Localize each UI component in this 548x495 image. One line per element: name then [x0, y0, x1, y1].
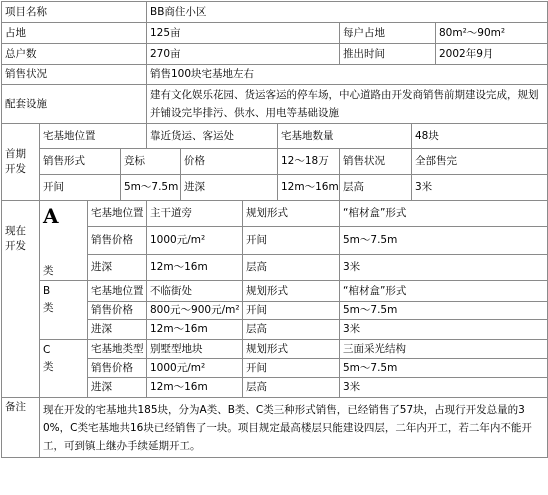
first-phase-row-3: [2, 175, 548, 201]
group-a-bay-value: 5m～7.5m: [340, 227, 548, 255]
group-a-plan-value: “棺材盒”形式: [340, 201, 548, 227]
group-c-label: [40, 340, 88, 398]
per-household-area-label: 每户占地: [340, 23, 436, 44]
group-b-suffix: 类: [43, 302, 54, 314]
group-a-plan-label: 规划形式: [243, 201, 340, 227]
group-a-floor-height-value: 3米: [340, 255, 548, 281]
group-a-letter: A: [43, 204, 59, 228]
facilities-value: 建有文化娱乐花园、货运客运的停车场，中心道路由开发商销售前期建设完成，规划并铺设完毕排污、供水、用电等基础设施: [147, 85, 548, 124]
group-b-label: [40, 281, 88, 340]
first-phase-row-2: [2, 149, 548, 175]
group-b-plan-value: “棺材盒”形式: [340, 281, 548, 302]
first-phase-floor-height-value: 3米: [412, 175, 548, 201]
first-phase-row-1: [2, 124, 548, 149]
group-c-price-value: 1000元/m²: [147, 359, 243, 378]
group-c-suffix: 类: [43, 361, 54, 373]
launch-time-value: 2002年9月: [436, 44, 548, 65]
group-c-bay-value: 5m～7.5m: [340, 359, 548, 378]
group-b-bay-value: 5m～7.5m: [340, 302, 548, 320]
first-phase-bay-label: 开间: [40, 175, 121, 201]
sales-status-value: 销售100块宅基地左右: [147, 65, 548, 85]
group-a-price-label: 销售价格: [88, 227, 147, 255]
land-area-label: 占地: [2, 23, 147, 44]
land-area-value: 125亩: [147, 23, 340, 44]
group-b-bay-label: 开间: [243, 302, 340, 320]
group-a-floor-height-label: 层高: [243, 255, 340, 281]
group-c-type-label: 宅基地类型: [88, 340, 147, 359]
group-a-location-value: 主干道旁: [147, 201, 243, 227]
sales-status-row: [2, 65, 548, 85]
group-a-row-1: [2, 201, 548, 227]
first-phase-count-label: 宅基地数量: [278, 124, 412, 149]
group-b-floor-height-label: 层高: [243, 320, 340, 340]
group-b-depth-value: 12m～16m: [147, 320, 243, 340]
group-c-row-1: [2, 340, 548, 359]
first-phase-depth-label: 进深: [181, 175, 278, 201]
remarks-row: [2, 398, 548, 458]
group-c-floor-height-label: 层高: [243, 378, 340, 398]
group-a-bay-label: 开间: [243, 227, 340, 255]
facilities-row: [2, 85, 548, 124]
group-b-floor-height-value: 3米: [340, 320, 548, 340]
first-phase-floor-height-label: 层高: [340, 175, 412, 201]
group-c-floor-height-value: 3米: [340, 378, 548, 398]
project-name-value: BB商住小区: [147, 2, 548, 23]
sales-status-label: 销售状况: [2, 65, 147, 85]
current-phase-label: 现在开发: [2, 201, 40, 398]
group-c-plan-label: 规划形式: [243, 340, 340, 359]
first-phase-depth-value: 12m～16m: [278, 175, 340, 201]
group-b-row-1: [2, 281, 548, 302]
group-c-bay-label: 开间: [243, 359, 340, 378]
households-label: 总户数: [2, 44, 147, 65]
first-phase-status-label: 销售状况: [340, 149, 412, 175]
group-b-depth-label: 进深: [88, 320, 147, 340]
group-a-price-value: 1000元/m²: [147, 227, 243, 255]
households-row: [2, 44, 548, 65]
project-name-row: [2, 2, 548, 23]
first-phase-price-label: 价格: [181, 149, 278, 175]
first-phase-sales-form-label: 销售形式: [40, 149, 121, 175]
per-household-area-value: 80m²～90m²: [436, 23, 548, 44]
facilities-label: 配套设施: [2, 85, 147, 124]
households-value: 270亩: [147, 44, 340, 65]
group-c-depth-label: 进深: [88, 378, 147, 398]
group-a-suffix: 类: [43, 265, 54, 277]
group-b-price-label: 销售价格: [88, 302, 147, 320]
group-c-type-value: 别墅型地块: [147, 340, 243, 359]
remarks-label: 备注: [2, 398, 40, 458]
launch-time-label: 推出时间: [340, 44, 436, 65]
group-a-label: [40, 201, 88, 281]
first-phase-bay-value: 5m～7.5m: [121, 175, 181, 201]
group-b-letter: B: [43, 285, 51, 297]
group-c-plan-value: 三面采光结构: [340, 340, 548, 359]
remarks-value: 现在开发的宅基地共185块，分为A类、B类、C类三种形式销售，已经销售了57块，占现行开发总量的30%，C类宅基地共16块已经销售了一块。项目规定最高楼层只能建设四层，二年内开工，若二年内不能开工，可到镇上继办手续延期开工。: [40, 398, 548, 458]
group-a-location-label: 宅基地位置: [88, 201, 147, 227]
first-phase-count-value: 48块: [412, 124, 548, 149]
group-c-price-label: 销售价格: [88, 359, 147, 378]
group-c-letter: C: [43, 344, 51, 356]
group-a-depth-label: 进深: [88, 255, 147, 281]
group-b-location-label: 宅基地位置: [88, 281, 147, 302]
group-a-depth-value: 12m～16m: [147, 255, 243, 281]
first-phase-location-value: 靠近货运、客运处: [147, 124, 278, 149]
group-b-plan-label: 规划形式: [243, 281, 340, 302]
first-phase-location-label: 宅基地位置: [40, 124, 147, 149]
first-phase-sales-form-value: 竞标: [121, 149, 181, 175]
group-b-location-value: 不临街处: [147, 281, 243, 302]
first-phase-label: 首期开发: [2, 124, 40, 201]
group-c-depth-value: 12m～16m: [147, 378, 243, 398]
project-info-table: [1, 1, 548, 458]
land-area-row: [2, 23, 548, 44]
first-phase-price-value: 12～18万: [278, 149, 340, 175]
project-name-label: 项目名称: [2, 2, 147, 23]
first-phase-status-value: 全部售完: [412, 149, 548, 175]
group-b-price-value: 800元～900元/m²: [147, 302, 243, 320]
